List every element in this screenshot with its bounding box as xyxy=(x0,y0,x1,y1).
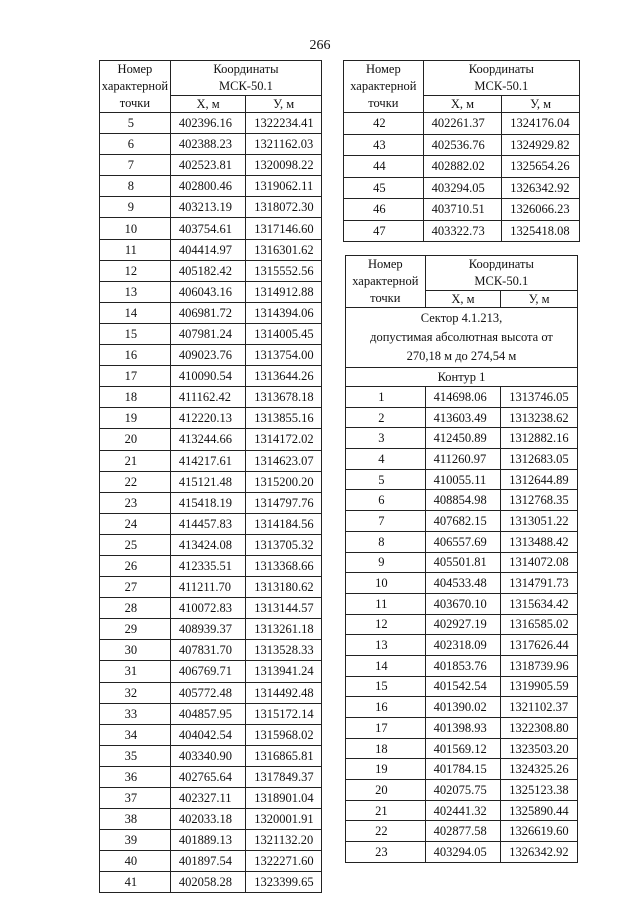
y-coordinate-cell: 1312644.89 xyxy=(501,469,578,490)
table-row xyxy=(100,513,322,534)
x-coordinate-cell: 403213.19 xyxy=(170,197,245,218)
point-number-cell: 39 xyxy=(100,830,171,851)
y-coordinate-cell: 1314005.45 xyxy=(246,323,322,344)
table-row xyxy=(344,199,580,221)
table-row xyxy=(346,407,578,428)
x-coordinate-cell: 406043.16 xyxy=(170,281,245,302)
x-coordinate-cell: 401784.15 xyxy=(425,759,501,780)
y-coordinate-cell: 1325123.38 xyxy=(501,780,578,801)
y-coordinate-cell: 1317849.37 xyxy=(246,766,322,787)
point-number-cell: 18 xyxy=(346,738,426,759)
coordinates-header: Координаты МСК-50.1 xyxy=(425,256,577,291)
x-coordinate-cell: 401853.76 xyxy=(425,655,501,676)
point-number-cell: 47 xyxy=(344,220,424,242)
table-row xyxy=(346,573,578,594)
table-row xyxy=(346,387,578,408)
x-coordinate-cell: 401889.13 xyxy=(170,830,245,851)
y-coordinate-cell: 1313368.66 xyxy=(246,555,322,576)
point-number-cell: 13 xyxy=(100,281,171,302)
x-coordinate-cell: 403754.61 xyxy=(170,218,245,239)
x-coordinate-cell: 413424.08 xyxy=(170,534,245,555)
y-coordinate-cell: 1315968.02 xyxy=(246,724,322,745)
table-row xyxy=(100,113,322,134)
y-coordinate-cell: 1326342.92 xyxy=(501,842,578,863)
point-number-cell: 22 xyxy=(100,471,171,492)
point-number-cell: 3 xyxy=(346,428,426,449)
y-coordinate-cell: 1313855.16 xyxy=(246,408,322,429)
table-row xyxy=(100,387,322,408)
point-number-cell: 21 xyxy=(100,450,171,471)
table-row xyxy=(100,788,322,809)
x-coordinate-cell: 407831.70 xyxy=(170,640,245,661)
x-coordinate-cell: 405182.42 xyxy=(170,260,245,281)
y-coordinate-cell: 1313705.32 xyxy=(246,534,322,555)
y-coordinate-cell: 1314797.76 xyxy=(246,492,322,513)
table-row xyxy=(346,655,578,676)
table-row xyxy=(100,682,322,703)
point-number-cell: 37 xyxy=(100,788,171,809)
x-coordinate-cell: 403670.10 xyxy=(425,593,501,614)
point-number-cell: 24 xyxy=(100,513,171,534)
point-number-cell: 27 xyxy=(100,577,171,598)
table-row xyxy=(100,492,322,513)
point-number-cell: 11 xyxy=(100,239,171,260)
x-coordinate-cell: 402396.16 xyxy=(170,113,245,134)
table-row xyxy=(346,718,578,739)
table-row xyxy=(100,408,322,429)
table-row xyxy=(346,800,578,821)
table-row xyxy=(344,113,580,135)
y-coordinate-cell: 1315200.20 xyxy=(246,471,322,492)
table-row xyxy=(344,177,580,199)
x-coordinate-cell: 402261.37 xyxy=(423,113,502,135)
y-coordinate-cell: 1318072.30 xyxy=(246,197,322,218)
point-number-cell: 25 xyxy=(100,534,171,555)
point-number-cell: 23 xyxy=(100,492,171,513)
point-number-cell: 40 xyxy=(100,851,171,872)
x-coordinate-cell: 403340.90 xyxy=(170,745,245,766)
point-number-cell: 12 xyxy=(346,614,426,635)
point-number-cell: 22 xyxy=(346,821,426,842)
point-number-cell: 14 xyxy=(346,655,426,676)
x-coordinate-cell: 414217.61 xyxy=(170,450,245,471)
y-coordinate-cell: 1314172.02 xyxy=(246,429,322,450)
x-coordinate-cell: 410072.83 xyxy=(170,598,245,619)
x-coordinate-cell: 409023.76 xyxy=(170,345,245,366)
x-coordinate-cell: 404414.97 xyxy=(170,239,245,260)
x-coordinate-cell: 410055.11 xyxy=(425,469,501,490)
y-coordinate-cell: 1325418.08 xyxy=(502,220,580,242)
point-number-cell: 8 xyxy=(346,531,426,552)
table-row xyxy=(346,614,578,635)
y-coordinate-cell: 1316865.81 xyxy=(246,745,322,766)
table-row xyxy=(100,724,322,745)
y-coordinate-cell: 1321132.20 xyxy=(246,830,322,851)
point-number-cell: 41 xyxy=(100,872,171,893)
point-number-cell: 28 xyxy=(100,598,171,619)
point-number-header: Номер характерной точки xyxy=(344,61,424,113)
x-coordinate-cell: 401390.02 xyxy=(425,697,501,718)
x-coordinate-cell: 402800.46 xyxy=(170,176,245,197)
table-row xyxy=(100,809,322,830)
x-coordinate-cell: 413244.66 xyxy=(170,429,245,450)
y-coordinate-cell: 1322308.80 xyxy=(501,718,578,739)
table-row xyxy=(346,697,578,718)
x-coordinate-cell: 404042.54 xyxy=(170,724,245,745)
y-coordinate-cell: 1326342.92 xyxy=(502,177,580,199)
table-row xyxy=(100,134,322,155)
x-coordinate-cell: 402523.81 xyxy=(170,155,245,176)
point-number-cell: 32 xyxy=(100,682,171,703)
point-number-cell: 34 xyxy=(100,724,171,745)
x-coordinate-cell: 412220.13 xyxy=(170,408,245,429)
y-coordinate-cell: 1324929.82 xyxy=(502,134,580,156)
point-number-cell: 8 xyxy=(100,176,171,197)
x-coordinate-cell: 414698.06 xyxy=(425,387,501,408)
table-row xyxy=(100,619,322,640)
x-coordinate-cell: 403294.05 xyxy=(425,842,501,863)
table-row xyxy=(346,490,578,511)
y-coordinate-cell: 1312683.05 xyxy=(501,449,578,470)
point-number-cell: 9 xyxy=(100,197,171,218)
table-row xyxy=(100,197,322,218)
y-coordinate-cell: 1313678.18 xyxy=(246,387,322,408)
table-row xyxy=(100,429,322,450)
y-coordinate-cell: 1314912.88 xyxy=(246,281,322,302)
y-coordinate-cell: 1315634.42 xyxy=(501,593,578,614)
y-coordinate-cell: 1313488.42 xyxy=(501,531,578,552)
y-coordinate-cell: 1313238.62 xyxy=(501,407,578,428)
x-coordinate-cell: 402927.19 xyxy=(425,614,501,635)
point-number-cell: 43 xyxy=(344,134,424,156)
point-number-cell: 10 xyxy=(100,218,171,239)
y-coordinate-cell: 1313754.00 xyxy=(246,345,322,366)
point-number-cell: 2 xyxy=(346,407,426,428)
table-row xyxy=(100,555,322,576)
point-number-cell: 21 xyxy=(346,800,426,821)
y-coordinate-cell: 1314394.06 xyxy=(246,302,322,323)
y-coordinate-cell: 1315172.14 xyxy=(246,703,322,724)
table-row xyxy=(100,471,322,492)
point-number-cell: 7 xyxy=(100,155,171,176)
point-number-cell: 14 xyxy=(100,302,171,323)
coordinates-table-right-bottom xyxy=(345,255,578,863)
table-row xyxy=(346,676,578,697)
y-coordinate-cell: 1313144.57 xyxy=(246,598,322,619)
y-coordinate-cell: 1319062.11 xyxy=(246,176,322,197)
coordinates-table-right-top xyxy=(343,60,580,242)
y-coordinate-cell: 1323399.65 xyxy=(246,872,322,893)
point-number-cell: 19 xyxy=(100,408,171,429)
y-coordinate-cell: 1320098.22 xyxy=(246,155,322,176)
point-number-cell: 18 xyxy=(100,387,171,408)
y-coordinate-cell: 1318739.96 xyxy=(501,655,578,676)
x-coordinate-cell: 402033.18 xyxy=(170,809,245,830)
x-coordinate-cell: 403710.51 xyxy=(423,199,502,221)
x-coordinate-cell: 403322.73 xyxy=(423,220,502,242)
x-coordinate-cell: 401897.54 xyxy=(170,851,245,872)
point-number-cell: 11 xyxy=(346,593,426,614)
x-coordinate-cell: 405501.81 xyxy=(425,552,501,573)
y-coordinate-cell: 1314072.08 xyxy=(501,552,578,573)
y-coordinate-cell: 1321162.03 xyxy=(246,134,322,155)
x-coordinate-cell: 404857.95 xyxy=(170,703,245,724)
table-row xyxy=(100,766,322,787)
y-coordinate-cell: 1314623.07 xyxy=(246,450,322,471)
point-number-cell: 20 xyxy=(346,780,426,801)
y-coordinate-cell: 1322271.60 xyxy=(246,851,322,872)
point-number-cell: 42 xyxy=(344,113,424,135)
point-number-cell: 17 xyxy=(100,366,171,387)
table-row xyxy=(346,738,578,759)
y-coordinate-cell: 1313261.18 xyxy=(246,619,322,640)
table-row xyxy=(100,851,322,872)
table-row xyxy=(100,745,322,766)
x-coordinate-cell: 407981.24 xyxy=(170,323,245,344)
y-coordinate-cell: 1313180.62 xyxy=(246,577,322,598)
table-row xyxy=(100,176,322,197)
y-coordinate-cell: 1324325.26 xyxy=(501,759,578,780)
table-row xyxy=(100,577,322,598)
table-row xyxy=(344,134,580,156)
x-coordinate-cell: 413603.49 xyxy=(425,407,501,428)
x-coordinate-cell: 402882.02 xyxy=(423,156,502,178)
point-number-cell: 9 xyxy=(346,552,426,573)
table-row xyxy=(346,552,578,573)
point-number-cell: 29 xyxy=(100,619,171,640)
y-coordinate-cell: 1313644.26 xyxy=(246,366,322,387)
y-coordinate-cell: 1326066.23 xyxy=(502,199,580,221)
point-number-cell: 30 xyxy=(100,640,171,661)
point-number-cell: 15 xyxy=(346,676,426,697)
x-coordinate-cell: 401398.93 xyxy=(425,718,501,739)
y-coordinate-cell: 1317626.44 xyxy=(501,635,578,656)
table-row xyxy=(100,302,322,323)
table-row xyxy=(346,842,578,863)
y-coordinate-cell: 1312882.16 xyxy=(501,428,578,449)
y-header: У, м xyxy=(502,96,580,113)
point-number-cell: 10 xyxy=(346,573,426,594)
point-number-cell: 19 xyxy=(346,759,426,780)
point-number-cell: 36 xyxy=(100,766,171,787)
y-coordinate-cell: 1325890.44 xyxy=(501,800,578,821)
x-coordinate-cell: 403294.05 xyxy=(423,177,502,199)
point-number-cell: 38 xyxy=(100,809,171,830)
x-coordinate-cell: 402318.09 xyxy=(425,635,501,656)
x-header: X, м xyxy=(423,96,502,113)
y-coordinate-cell: 1318901.04 xyxy=(246,788,322,809)
coordinates-header: Координаты МСК-50.1 xyxy=(170,61,321,96)
y-coordinate-cell: 1326619.60 xyxy=(501,821,578,842)
y-coordinate-cell: 1319905.59 xyxy=(501,676,578,697)
table-row xyxy=(346,469,578,490)
y-coordinate-cell: 1321102.37 xyxy=(501,697,578,718)
point-number-cell: 31 xyxy=(100,661,171,682)
x-coordinate-cell: 402877.58 xyxy=(425,821,501,842)
x-coordinate-cell: 406557.69 xyxy=(425,531,501,552)
table-row xyxy=(100,345,322,366)
point-number-cell: 4 xyxy=(346,449,426,470)
table-row xyxy=(344,156,580,178)
x-coordinate-cell: 408854.98 xyxy=(425,490,501,511)
y-header: У, м xyxy=(246,96,322,113)
y-coordinate-cell: 1315552.56 xyxy=(246,260,322,281)
table-row xyxy=(100,323,322,344)
table-row xyxy=(346,780,578,801)
point-number-cell: 6 xyxy=(346,490,426,511)
y-coordinate-cell: 1324176.04 xyxy=(502,113,580,135)
x-coordinate-cell: 404533.48 xyxy=(425,573,501,594)
table-row xyxy=(100,366,322,387)
y-coordinate-cell: 1314791.73 xyxy=(501,573,578,594)
coordinates-header: Координаты МСК-50.1 xyxy=(423,61,579,96)
point-number-cell: 1 xyxy=(346,387,426,408)
table-row xyxy=(100,450,322,471)
point-number-cell: 26 xyxy=(100,555,171,576)
page-number: 266 xyxy=(309,38,331,53)
x-coordinate-cell: 408939.37 xyxy=(170,619,245,640)
x-coordinate-cell: 411211.70 xyxy=(170,577,245,598)
x-coordinate-cell: 411162.42 xyxy=(170,387,245,408)
point-number-cell: 46 xyxy=(344,199,424,221)
y-coordinate-cell: 1316301.62 xyxy=(246,239,322,260)
x-coordinate-cell: 415418.19 xyxy=(170,492,245,513)
y-coordinate-cell: 1312768.35 xyxy=(501,490,578,511)
y-coordinate-cell: 1313528.33 xyxy=(246,640,322,661)
table-row xyxy=(100,598,322,619)
x-coordinate-cell: 407682.15 xyxy=(425,511,501,532)
table-row xyxy=(346,511,578,532)
table-row xyxy=(346,821,578,842)
y-coordinate-cell: 1325654.26 xyxy=(502,156,580,178)
y-coordinate-cell: 1314184.56 xyxy=(246,513,322,534)
table-row xyxy=(100,281,322,302)
table-row xyxy=(100,661,322,682)
x-coordinate-cell: 402327.11 xyxy=(170,788,245,809)
table-row xyxy=(346,593,578,614)
contour-label: Контур 1 xyxy=(346,368,578,387)
table-row xyxy=(344,220,580,242)
point-number-cell: 16 xyxy=(100,345,171,366)
x-coordinate-cell: 406981.72 xyxy=(170,302,245,323)
table-row xyxy=(346,449,578,470)
coordinates-table-left xyxy=(99,60,322,893)
x-coordinate-cell: 415121.48 xyxy=(170,471,245,492)
y-header: У, м xyxy=(501,291,578,308)
x-header: X, м xyxy=(425,291,501,308)
point-number-cell: 17 xyxy=(346,718,426,739)
point-number-cell: 23 xyxy=(346,842,426,863)
y-coordinate-cell: 1314492.48 xyxy=(246,682,322,703)
point-number-cell: 45 xyxy=(344,177,424,199)
x-coordinate-cell: 412335.51 xyxy=(170,555,245,576)
x-coordinate-cell: 411260.97 xyxy=(425,449,501,470)
table-row xyxy=(100,239,322,260)
point-number-cell: 6 xyxy=(100,134,171,155)
x-coordinate-cell: 402765.64 xyxy=(170,766,245,787)
table-row xyxy=(100,830,322,851)
point-number-cell: 20 xyxy=(100,429,171,450)
x-coordinate-cell: 412450.89 xyxy=(425,428,501,449)
x-coordinate-cell: 406769.71 xyxy=(170,661,245,682)
point-number-header: Номер характерной точки xyxy=(100,61,171,113)
table-row xyxy=(100,703,322,724)
point-number-cell: 5 xyxy=(100,113,171,134)
point-number-cell: 15 xyxy=(100,323,171,344)
point-number-cell: 44 xyxy=(344,156,424,178)
point-number-cell: 16 xyxy=(346,697,426,718)
y-coordinate-cell: 1317146.60 xyxy=(246,218,322,239)
point-number-cell: 33 xyxy=(100,703,171,724)
table-row xyxy=(100,155,322,176)
x-coordinate-cell: 401569.12 xyxy=(425,738,501,759)
y-coordinate-cell: 1316585.02 xyxy=(501,614,578,635)
y-coordinate-cell: 1320001.91 xyxy=(246,809,322,830)
table-row xyxy=(100,218,322,239)
y-coordinate-cell: 1322234.41 xyxy=(246,113,322,134)
table-row xyxy=(100,640,322,661)
table-row xyxy=(346,635,578,656)
x-coordinate-cell: 414457.83 xyxy=(170,513,245,534)
table-row xyxy=(100,260,322,281)
point-number-cell: 5 xyxy=(346,469,426,490)
x-coordinate-cell: 402536.76 xyxy=(423,134,502,156)
point-number-cell: 12 xyxy=(100,260,171,281)
point-number-cell: 7 xyxy=(346,511,426,532)
table-row xyxy=(346,759,578,780)
x-coordinate-cell: 410090.54 xyxy=(170,366,245,387)
table-row xyxy=(346,428,578,449)
table-row xyxy=(100,534,322,555)
x-coordinate-cell: 401542.54 xyxy=(425,676,501,697)
y-coordinate-cell: 1323503.20 xyxy=(501,738,578,759)
x-coordinate-cell: 402441.32 xyxy=(425,800,501,821)
table-row xyxy=(100,872,322,893)
x-coordinate-cell: 405772.48 xyxy=(170,682,245,703)
point-number-cell: 35 xyxy=(100,745,171,766)
y-coordinate-cell: 1313051.22 xyxy=(501,511,578,532)
point-number-cell: 13 xyxy=(346,635,426,656)
x-header: X, м xyxy=(170,96,245,113)
x-coordinate-cell: 402075.75 xyxy=(425,780,501,801)
point-number-header: Номер характерной точки xyxy=(346,256,426,308)
y-coordinate-cell: 1313941.24 xyxy=(246,661,322,682)
x-coordinate-cell: 402058.28 xyxy=(170,872,245,893)
y-coordinate-cell: 1313746.05 xyxy=(501,387,578,408)
x-coordinate-cell: 402388.23 xyxy=(170,134,245,155)
table-row xyxy=(346,531,578,552)
sector-description: Сектор 4.1.213, допустимая абсолютная высота от 270,18 м до 274,54 м xyxy=(346,308,578,368)
